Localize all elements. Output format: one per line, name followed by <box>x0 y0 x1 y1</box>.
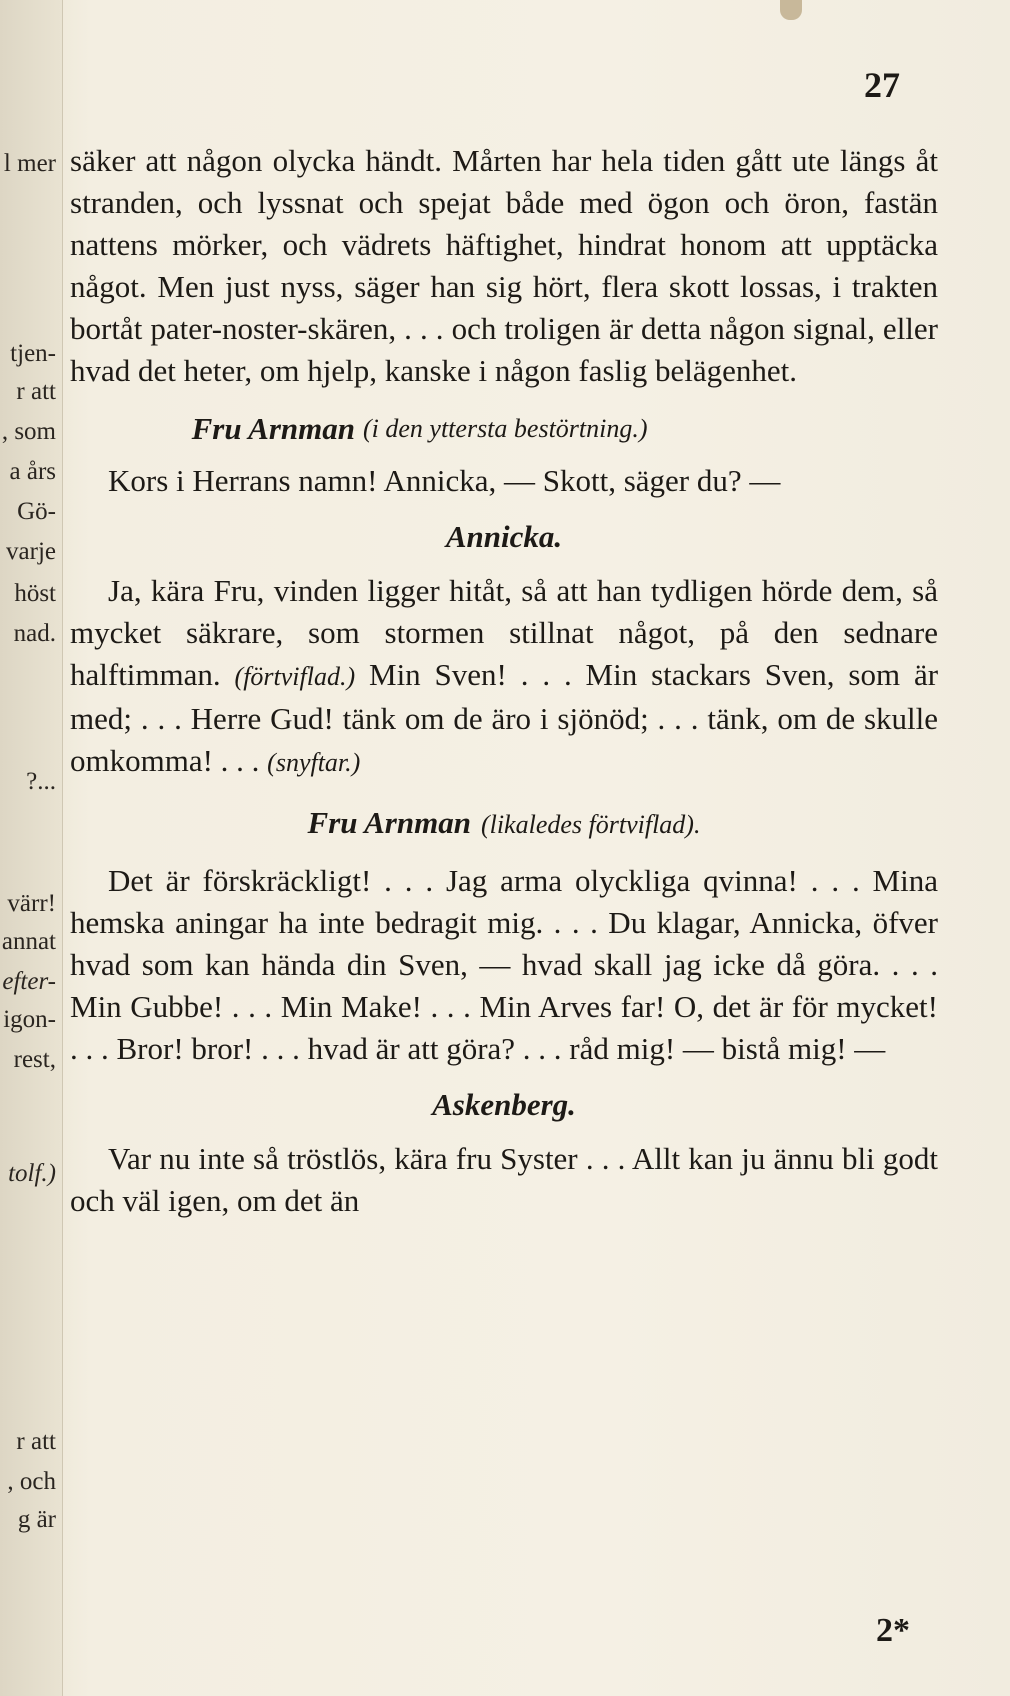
previous-page-fragment: r att <box>16 378 56 405</box>
previous-page-fragment: höst <box>14 580 56 607</box>
previous-page-fragment: igon- <box>3 1006 56 1033</box>
paragraph-5: Var nu inte så tröstlös, kära fru Syster . . . Allt kan ju ännu bli godt och väl igen, om det än <box>70 1141 938 1218</box>
previous-page-fragment: ?... <box>26 768 56 795</box>
speaker-heading-2: Annicka. <box>445 519 563 554</box>
previous-page-fragment: , och <box>7 1468 56 1495</box>
previous-page-fragment: r att <box>16 1428 56 1455</box>
text-block <box>70 140 938 1222</box>
previous-page-fragment: varje <box>6 538 56 565</box>
previous-page-fragment: efter- <box>2 968 56 995</box>
paragraph-1: säker att någon olycka händt. Mårten har hela tiden gått ute längs åt stranden, och lyssnat och spejat både med ögon och öron, fastän nattens mörker, och vädrets häftighet, hindrat honom att upptäcka något. Men just nyss, säger han sig hört, flera skott lossas, i trakten bortåt pater-noster-skären, . . . och troligen är detta någon signal, eller hvad det heter, om hjelp, kanske i någon faslig belägenhet. <box>70 143 938 388</box>
previous-page-fragment: värr! <box>7 890 56 917</box>
previous-page-fragment: l mer <box>3 150 56 177</box>
previous-page-fragment: g är <box>17 1506 56 1533</box>
speaker-name: Fru Arnman <box>307 805 471 840</box>
previous-page-fragment: nad. <box>13 620 56 647</box>
stage-direction: (förtviflad.) <box>234 662 356 691</box>
previous-page-fragment: Gö- <box>17 498 56 525</box>
paragraph-3-text-a: Ja, kära Fru, vinden ligger hitåt, så att han tydligen hörde dem, så mycket säkrare, som stormen stillnat något, på den sednare halftimman. <box>70 573 938 692</box>
paragraph-3-text-b: Min Sven! . . . Min stackars Sven, som är med; . . . Herre Gud! tänk om de äro i sjönöd; . . . tänk, om de skulle omkomma! . . . <box>70 657 939 778</box>
speaker-heading-1 <box>70 408 938 450</box>
paragraph-3 <box>70 570 938 784</box>
previous-page-fragment: rest, <box>13 1046 56 1073</box>
signature-mark: 2* <box>876 1612 910 1649</box>
previous-page-fragment: a års <box>9 458 56 485</box>
previous-page-fragment: annat <box>1 928 56 955</box>
paragraph-4: Det är förskräckligt! . . . Jag arma olyckliga qvinna! . . . Mina hemska aningar ha inte bedragit mig. . . . Du klagar, Annicka, öfver hvad som kan hända din Sven, — hvad skall jag icke då göra. . . . Min Gubbe! . . . Min Make! . . . Min Arves far! O, det är för mycket! . . . Bror! bror! . . . hvad är att göra? . . . råd mig! — bistå mig! — <box>70 863 938 1066</box>
speaker-heading-4: Askenberg. <box>432 1087 576 1122</box>
page-number: 27 <box>864 65 900 105</box>
previous-page-fragment: tjen- <box>10 340 56 367</box>
paragraph-2: Kors i Herrans namn! Annicka, — Skott, säger du? — <box>108 463 781 498</box>
stage-direction: (snyftar.) <box>267 748 361 777</box>
stage-direction: (likaledes förtviflad). <box>480 810 701 839</box>
stage-direction: (i den yttersta bestörtning.) <box>363 414 648 443</box>
speaker-heading-3 <box>70 802 938 846</box>
page-tear-mark <box>780 0 802 20</box>
speaker-name: Fru Arnman <box>191 411 355 446</box>
previous-page-edge <box>0 0 63 1696</box>
previous-page-fragment: tolf.) <box>8 1160 56 1187</box>
previous-page-fragment: , som <box>1 418 56 445</box>
